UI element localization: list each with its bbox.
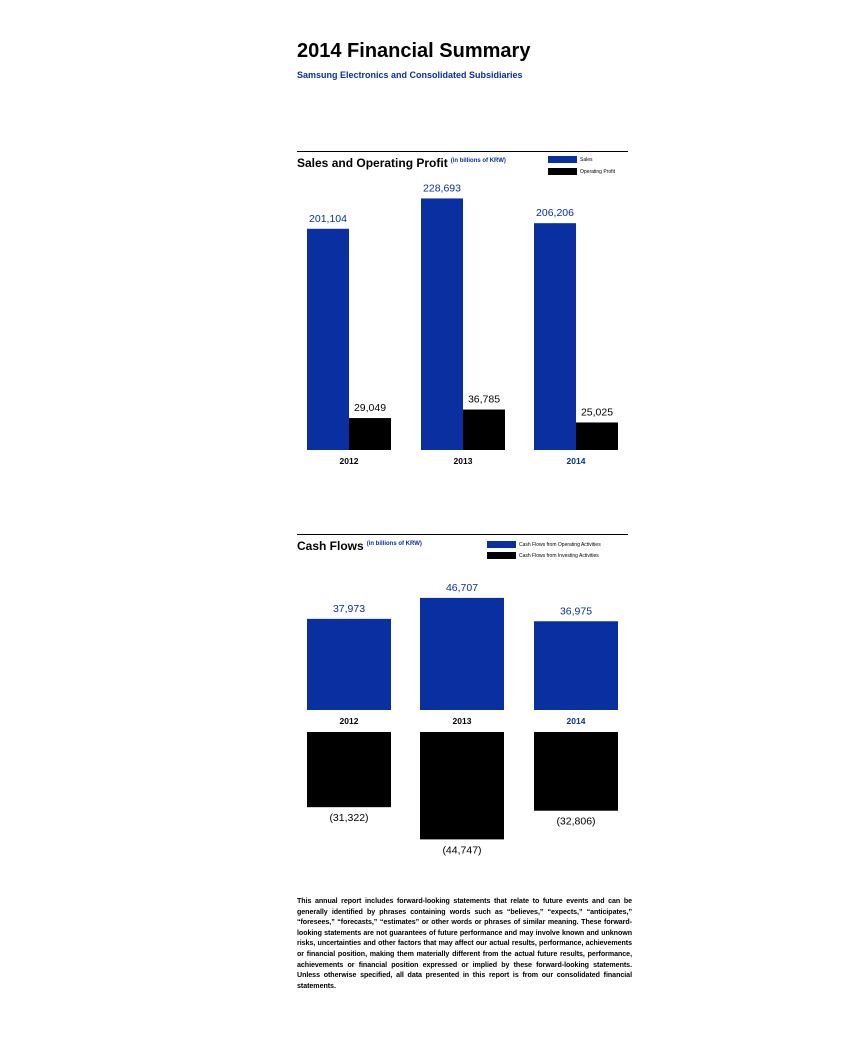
label-operating-profit-2012: 29,049 [353,402,387,415]
bar-operating-cash-2012 [307,619,391,710]
tick-label-2013: 2013 [452,716,472,726]
legend-item-sales [548,156,593,163]
tick-label-2014: 2014 [566,456,586,466]
legend-swatch-sales [548,156,577,163]
bar-operating-profit-2013 [463,410,505,450]
legend-label-operating-profit: Operating Profit [580,168,616,175]
legend-item-operating-cash [487,541,601,548]
legend-label-investing-cash: Cash Flows from Investing Activities [519,552,599,559]
label-investing-cash-2012: (31,322) [329,812,369,825]
bar-investing-cash-2013 [420,732,504,839]
label-operating-cash-2012: 37,973 [332,602,366,615]
section-divider [297,534,628,535]
bar-operating-cash-2014 [534,621,618,710]
cash-section-title [297,539,422,553]
tick-label-2012: 2012 [339,716,359,726]
sales-section-title-text: Sales and Operating Profit [297,156,448,170]
label-sales-2013: 228,693 [423,182,461,195]
legend-item-investing-cash [487,552,599,559]
bar-operating-profit-2014 [576,422,618,450]
legend-item-operating-profit [548,168,615,175]
bar-investing-cash-2014 [534,732,618,811]
bar-sales-2012 [307,229,349,450]
bar-operating-cash-2013 [420,598,504,710]
label-investing-cash-2014: (32,806) [556,815,596,828]
tick-label-2013: 2013 [453,456,473,466]
bar-sales-2014 [534,223,576,450]
section-divider [297,151,628,152]
sales-unit-label: (in billions of KRW) [450,158,506,164]
legend-label-operating-cash: Cash Flows from Operating Activities [519,541,601,548]
label-investing-cash-2013: (44,747) [442,844,482,857]
label-sales-2014: 206,206 [536,207,574,220]
legend-swatch-operating-cash [487,541,516,548]
label-operating-cash-2013: 46,707 [445,581,479,594]
cash-section-title-text: Cash Flows [297,539,364,553]
cash-unit-label: (in billions of KRW) [366,541,422,547]
disclaimer-text: This annual report includes forward-looking statements that relate to future events and can be generally identified by phrases containing words such as “believes,” “expects,” “anticipates,” “foresees,” “forecasts,” “estimates” or other words or phrases of similar meaning. These forward-looking statements are not guarantees of future performance and may involve known and unknown risks, uncertainties and other factors that may affect our actual results, performance, achievements or financial position, making them materially different from the actual future results, performance, achievements or financial position expressed or implied by these forward-looking statements. Unless otherwise specified, all data presented in this report is from our consolidated financial statements. [297,897,632,990]
bar-investing-cash-2012 [307,732,391,807]
page-title: 2014 Financial Summary [297,40,531,62]
legend-label-sales: Sales [580,156,593,163]
legend-swatch-investing-cash [487,552,516,559]
label-operating-cash-2014: 36,975 [559,605,593,618]
sales-section-title [297,156,506,170]
bar-operating-profit-2012 [349,418,391,450]
legend-swatch-operating-profit [548,168,577,175]
cash-flows-chart [0,575,850,865]
bar-sales-2013 [421,198,463,450]
tick-label-2012: 2012 [339,456,359,466]
label-operating-profit-2014: 25,025 [580,406,614,419]
label-sales-2012: 201,104 [309,212,347,225]
label-operating-profit-2013: 36,785 [467,393,501,406]
sales-operating-profit-chart [0,180,850,480]
tick-label-2014: 2014 [566,716,586,726]
page-subtitle: Samsung Electronics and Consolidated Subsidiaries [297,70,523,80]
